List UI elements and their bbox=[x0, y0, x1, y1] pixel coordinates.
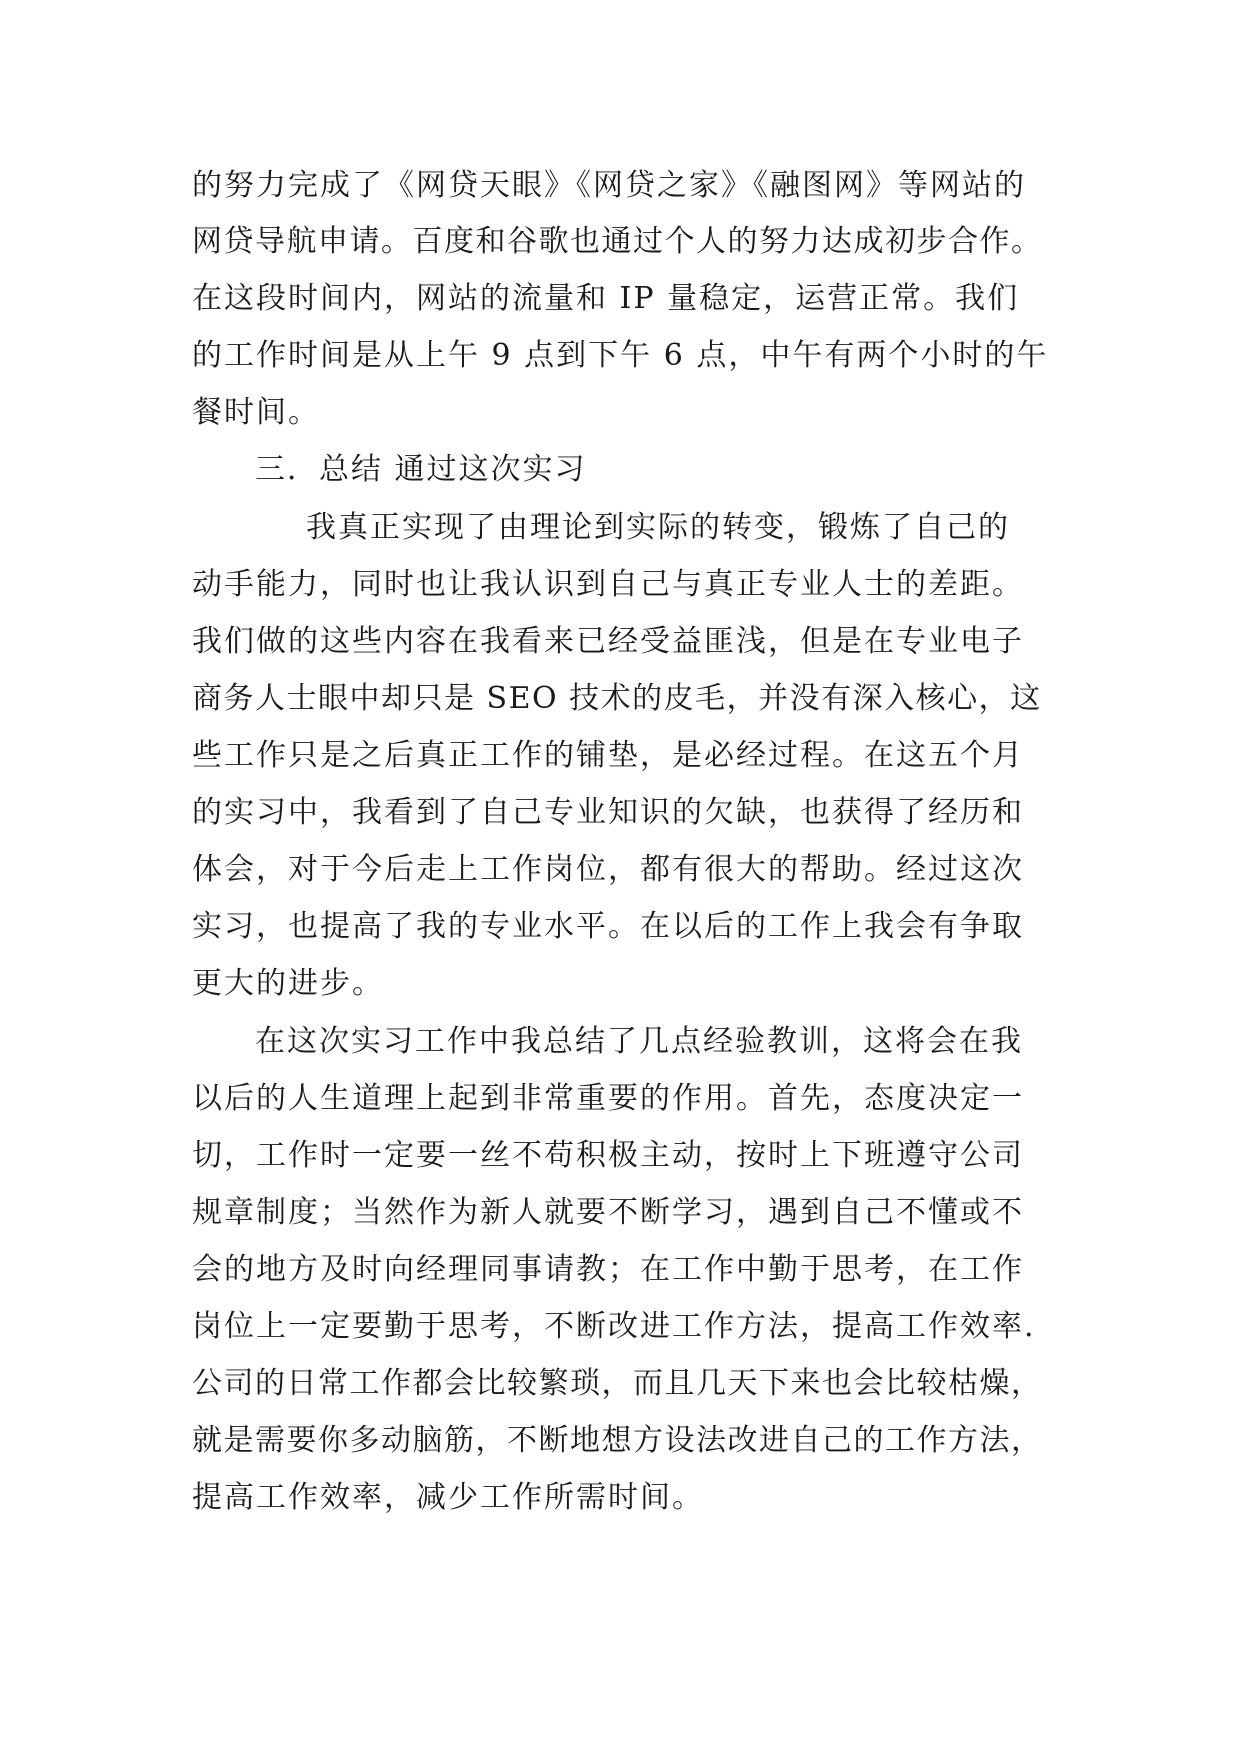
text-line: 商务人士眼中却只是 SEO 技术的皮毛，并没有深入核心，这 bbox=[192, 681, 1042, 716]
text-line: 我真正实现了由理论到实际的转变，锻炼了自己的 bbox=[306, 510, 1010, 545]
text-line: 以后的人生道理上起到非常重要的作用。首先，态度决定一 bbox=[192, 1081, 1024, 1116]
text-line: 餐时间。 bbox=[192, 395, 320, 430]
text-line: 的实习中，我看到了自己专业知识的欠缺，也获得了经历和 bbox=[192, 795, 1024, 830]
text-line: 更大的进步。 bbox=[192, 966, 384, 1001]
text-line: 在这段时间内，网站的流量和 IP 量稳定，运营正常。我们 bbox=[192, 281, 1020, 316]
text-line: 规章制度；当然作为新人就要不断学习，遇到自己不懂或不 bbox=[192, 1195, 1024, 1230]
section-heading: 三．总结 通过这次实习 bbox=[255, 452, 587, 487]
text-line: 切，工作时一定要一丝不苟积极主动，按时上下班遵守公司 bbox=[192, 1138, 1024, 1173]
text-line: 就是需要你多动脑筋，不断地想方设法改进自己的工作方法， bbox=[192, 1423, 1043, 1458]
text-line: 提高工作效率，减少工作所需时间。 bbox=[192, 1480, 704, 1515]
text-line: 的工作时间是从上午 9 点到下午 6 点，中午有两个小时的午 bbox=[192, 338, 1049, 373]
text-line: 些工作只是之后真正工作的铺垫，是必经过程。在这五个月 bbox=[192, 738, 1024, 773]
text-line: 的努力完成了《网贷天眼》《网贷之家》《融图网》等网站的 bbox=[192, 168, 1026, 203]
text-line: 网贷导航申请。百度和谷歌也通过个人的努力达成初步合作。 bbox=[192, 224, 1043, 259]
text-line: 动手能力，同时也让我认识到自己与真正专业人士的差距。 bbox=[192, 567, 1024, 602]
text-line: 公司的日常工作都会比较繁琐，而且几天下来也会比较枯燥， bbox=[192, 1366, 1043, 1401]
text-line: 在这次实习工作中我总结了几点经验教训，这将会在我 bbox=[255, 1024, 1023, 1059]
text-line: 我们做的这些内容在我看来已经受益匪浅，但是在专业电子 bbox=[192, 624, 1024, 659]
text-line: 体会，对于今后走上工作岗位，都有很大的帮助。经过这次 bbox=[192, 852, 1024, 887]
text-line: 岗位上一定要勤于思考，不断改进工作方法，提高工作效率. bbox=[192, 1309, 1036, 1344]
text-line: 会的地方及时向经理同事请教；在工作中勤于思考，在工作 bbox=[192, 1252, 1024, 1287]
text-line: 实习，也提高了我的专业水平。在以后的工作上我会有争取 bbox=[192, 909, 1024, 944]
